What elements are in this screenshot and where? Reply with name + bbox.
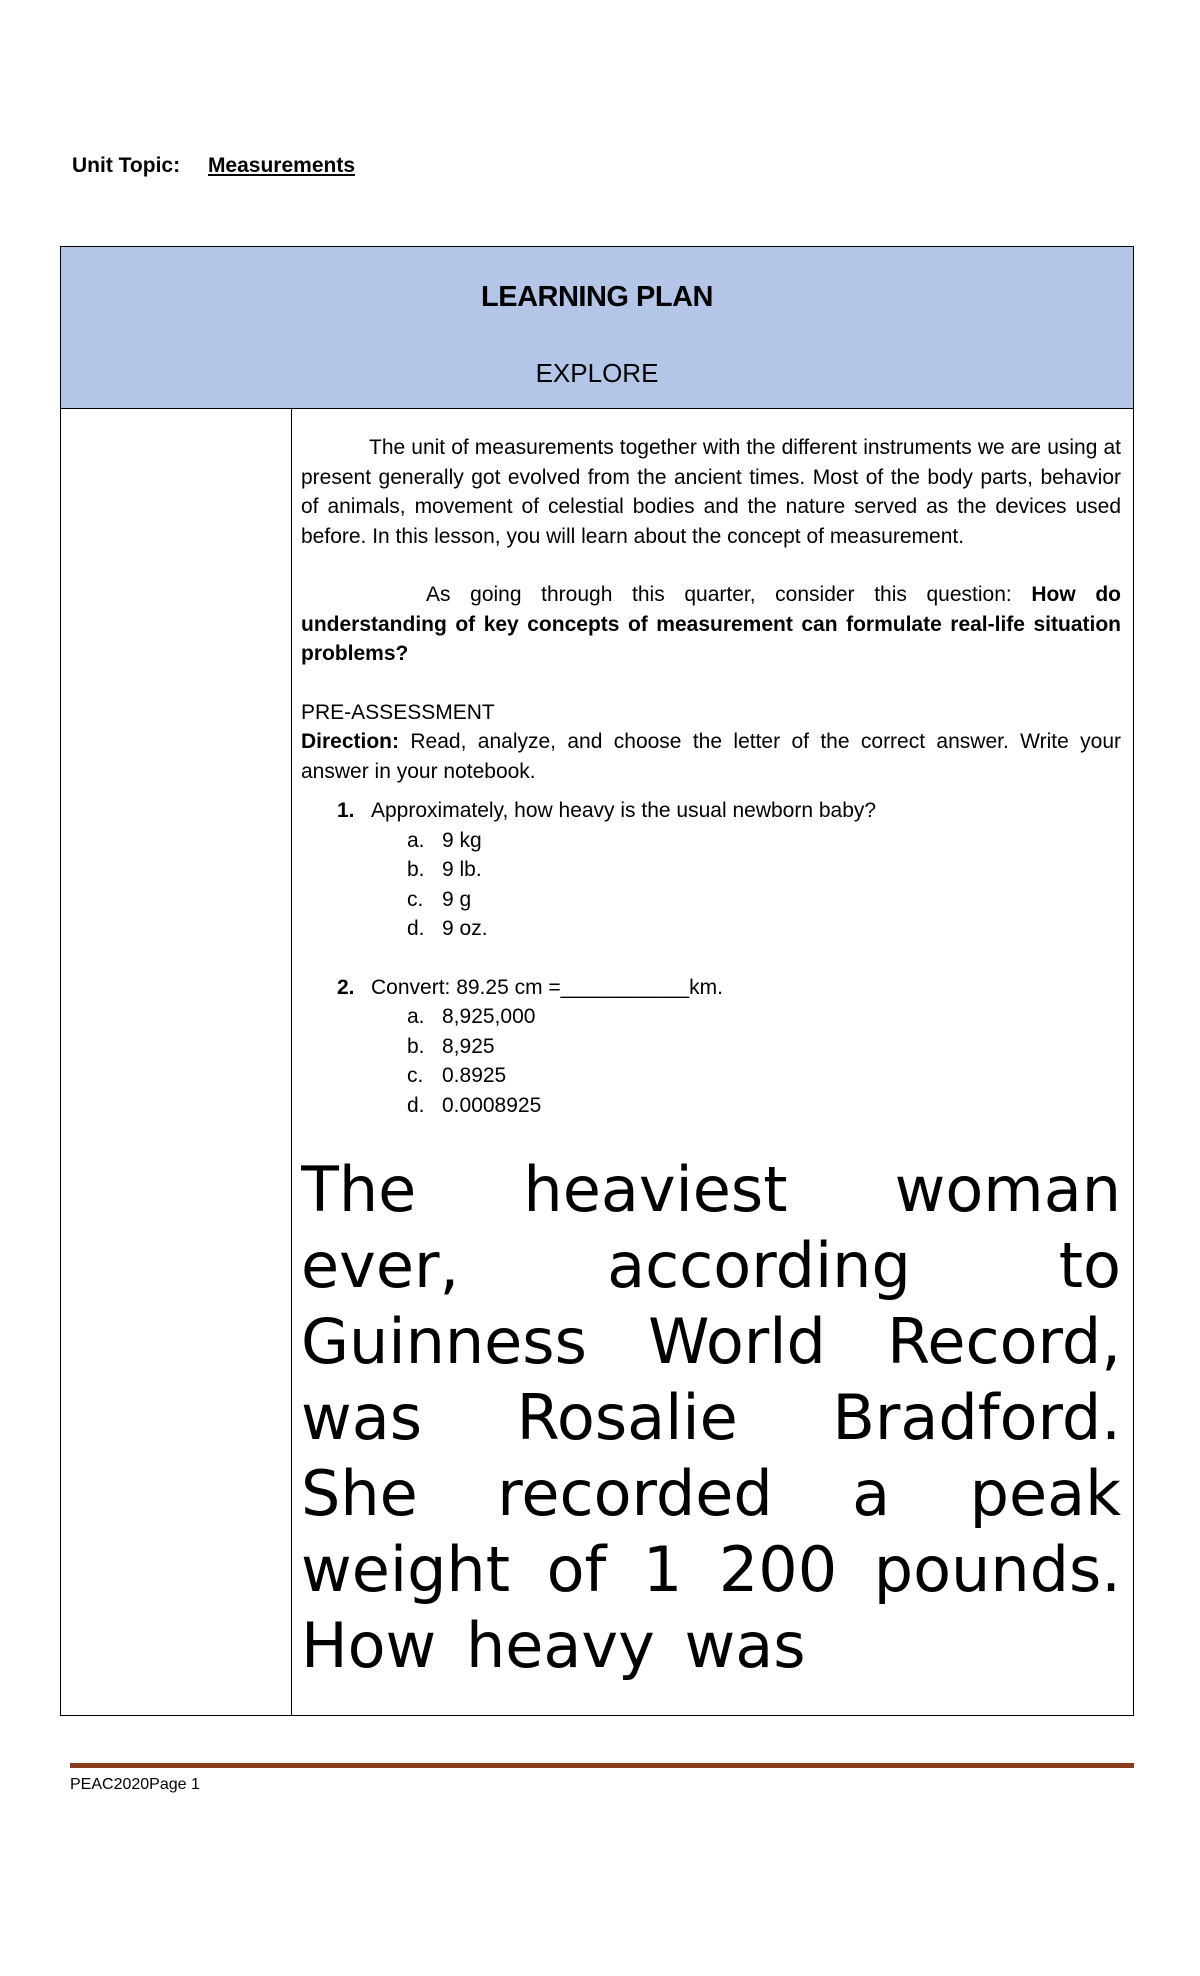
option-letter: b. [407, 858, 425, 881]
content-column [301, 433, 1121, 1715]
direction-paragraph [301, 727, 1121, 786]
option-letter: c. [407, 1064, 424, 1087]
question-text: Convert: 89.25 cm =___________km. [371, 975, 723, 999]
unit-topic-value: Measurements [207, 154, 355, 177]
option-list [371, 1002, 1121, 1120]
footer-text: PEAC2020Page 1 [70, 1776, 200, 1793]
option-text: 0.8925 [442, 1064, 507, 1087]
option-letter: d. [407, 1093, 425, 1117]
option-item [371, 914, 1121, 944]
unit-topic-label: Unit Topic: [72, 154, 181, 177]
question-bold: How do understanding of key concepts of measurement can formulate real-life situation problems? [301, 583, 1121, 665]
footer-rule [70, 1763, 1134, 1768]
plan-title: LEARNING PLAN [481, 281, 713, 313]
plan-section-title: EXPLORE [535, 358, 659, 388]
option-letter: a. [407, 828, 425, 852]
plan-body [61, 409, 1133, 1715]
pre-assessment-heading: PRE-ASSESSMENT [301, 700, 495, 724]
question-paragraph [301, 580, 1121, 669]
question-item [301, 796, 1121, 944]
option-letter: a. [407, 1005, 425, 1028]
intro-text: The unit of measurements together with the different instruments we are using at present generally got evolved from the ancient times. Most of the body parts, behavior of animals, movement of celestial bodies and the nature served as the devices used before. In this lesson, you will learn about the concept of measurement. [301, 436, 1121, 548]
question-item [301, 973, 1121, 1121]
plan-header [61, 247, 1133, 409]
unit-topic [72, 154, 355, 178]
option-letter: d. [407, 917, 425, 940]
option-text: 9 oz. [442, 917, 488, 940]
option-text: 9 lb. [442, 858, 482, 881]
option-letter: b. [407, 1034, 425, 1058]
intro-paragraph [301, 433, 1121, 551]
question-lead: As going through this quarter, consider this question: [426, 583, 1032, 606]
option-text: 9 g [442, 887, 472, 911]
large-problem-text: The heaviest woman ever, according to Guinness World Record, was Rosalie Bradford. She recorded a peak weight of 1 200 pounds. How heavy was [301, 1153, 1121, 1682]
option-text: 8,925,000 [442, 1005, 536, 1028]
option-text: 9 kg [442, 828, 482, 852]
question-list [301, 796, 1121, 1120]
option-item [371, 1002, 1121, 1032]
option-item [371, 885, 1121, 915]
option-item [371, 1061, 1121, 1091]
option-item [371, 1091, 1121, 1121]
question-number: 1. [337, 799, 355, 822]
option-text: 8,925 [442, 1034, 495, 1058]
option-item [371, 1032, 1121, 1062]
question-number: 2. [337, 975, 355, 999]
option-item [371, 826, 1121, 856]
question-text: Approximately, how heavy is the usual newborn baby? [371, 799, 877, 822]
option-letter: c. [407, 887, 424, 911]
direction-label: Direction: [301, 730, 400, 753]
learning-plan-table [60, 246, 1134, 1716]
option-item [371, 855, 1121, 885]
direction-text: Read, analyze, and choose the letter of the correct answer. Write your answer in your notebook. [301, 730, 1121, 783]
option-text: 0.0008925 [442, 1093, 542, 1117]
left-column [61, 409, 292, 1715]
option-list [371, 826, 1121, 944]
